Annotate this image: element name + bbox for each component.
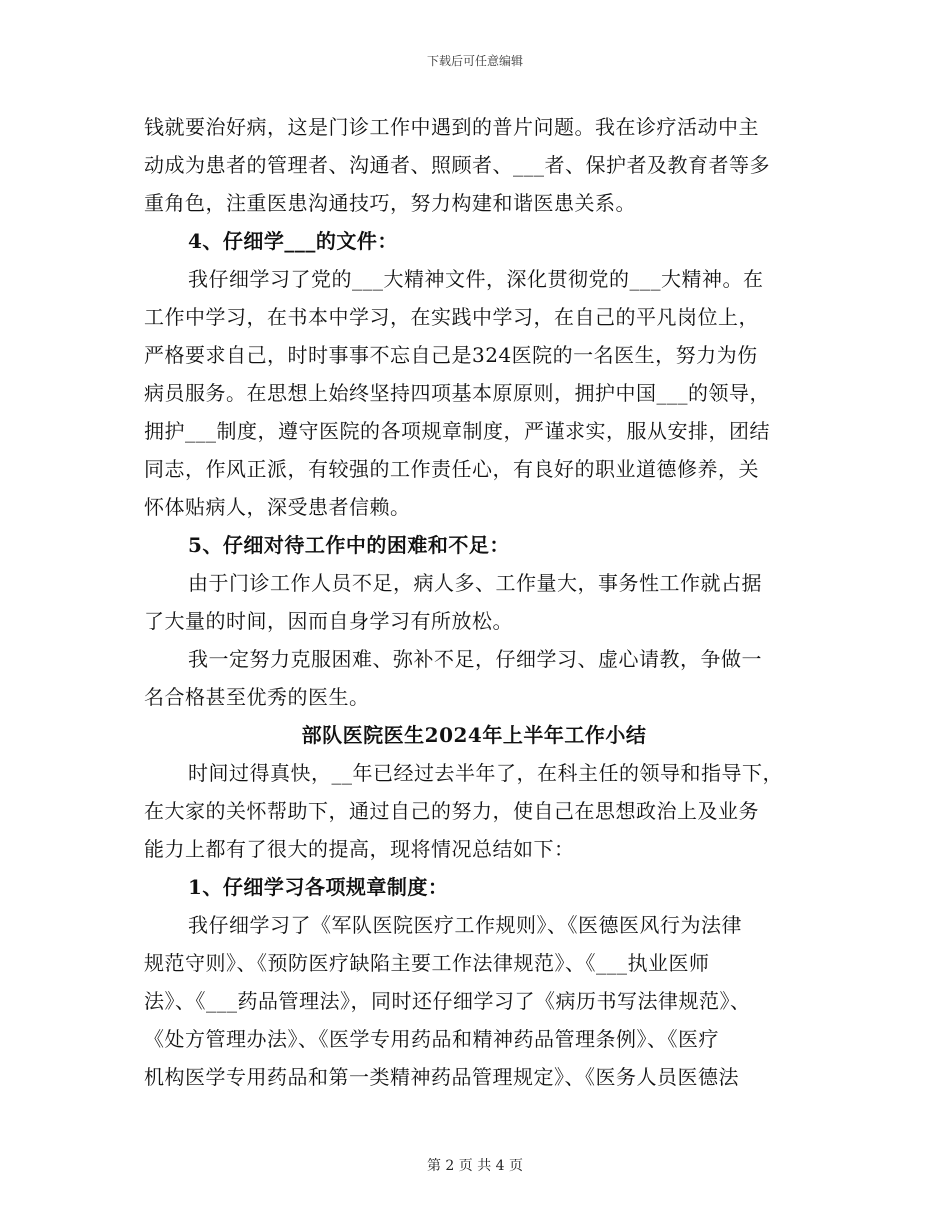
paragraph-line: 动成为患者的管理者、沟通者、照顾者、___者、保护者及教育者等多 [144, 153, 770, 177]
paragraph-line: 钱就要治好病，这是门诊工作中遇到的普片问题。我在诊疗活动中主 [144, 115, 759, 139]
paragraph-line: 工作中学习，在书本中学习，在实践中学习，在自己的平凡岗位上， [144, 305, 759, 329]
paragraph-line: 病员服务。在思想上始终坚持四项基本原原则，拥护中国___的领导， [144, 381, 770, 405]
page-header: 下载后可任意编辑 [426, 54, 523, 68]
paragraph-line: 拥护___制度，遵守医院的各项规章制度，严谨求实，服从安排，团结 [144, 419, 770, 443]
paragraph-line: 我仔细学习了《军队医院医疗工作规则》、《医德医风行为法律 [188, 913, 742, 937]
paragraph-line: 我仔细学习了党的___大精神文件，深化贯彻党的___大精神。在 [188, 267, 764, 291]
paragraph-line: 能力上都有了很大的提高，现将情况总结如下： [144, 837, 575, 861]
paragraph-line: 严格要求自己，时时事事不忘自己是324医院的一名医生，努力为伤 [144, 343, 758, 367]
paragraph-line: 重角色，注重医患沟通技巧，努力构建和谐医患关系。 [144, 191, 636, 215]
section-heading: 4、仔细学___的文件： [188, 229, 398, 253]
paragraph-line: 规范守则》、《预防医疗缺陷主要工作法律规范》、《___执业医师 [144, 951, 710, 975]
paragraph-line: 了大量的时间，因而自身学习有所放松。 [144, 609, 513, 633]
paragraph-line: 《处方管理办法》、《医学专用药品和精神药品管理条例》、《医疗 [144, 1027, 719, 1051]
section-heading: 5、仔细对待工作中的困难和不足： [188, 533, 510, 557]
paragraph-line: 怀体贴病人，深受患者信赖。 [144, 495, 411, 519]
paragraph-line: 机构医学专用药品和第一类精神药品管理规定》、《医务人员医德法 [144, 1065, 739, 1089]
paragraph-line: 名合格甚至优秀的医生。 [144, 685, 370, 709]
page-footer: 第 2 页 共 4 页 [426, 1158, 524, 1174]
document-body [144, 108, 804, 1096]
paragraph-line: 在大家的关怀帮助下，通过自己的努力，使自己在思想政治上及业务 [144, 799, 759, 823]
paragraph-line: 我一定努力克服困难、弥补不足，仔细学习、虚心请教，争做一 [188, 647, 762, 671]
paragraph-line: 时间过得真快，__年已经过去半年了，在科主任的领导和指导下， [188, 761, 783, 785]
section-heading: 1、仔细学习各项规章制度： [188, 875, 449, 899]
paragraph-line: 法》、《___药品管理法》，同时还仔细学习了《病历书写法律规范》、 [144, 989, 751, 1013]
paragraph-line: 同志，作风正派，有较强的工作责任心，有良好的职业道德修养，关 [144, 457, 759, 481]
paragraph-line: 由于门诊工作人员不足，病人多、工作量大，事务性工作就占据 [188, 571, 762, 595]
document-title: 部队医院医生2024年上半年工作小结 [301, 723, 647, 747]
